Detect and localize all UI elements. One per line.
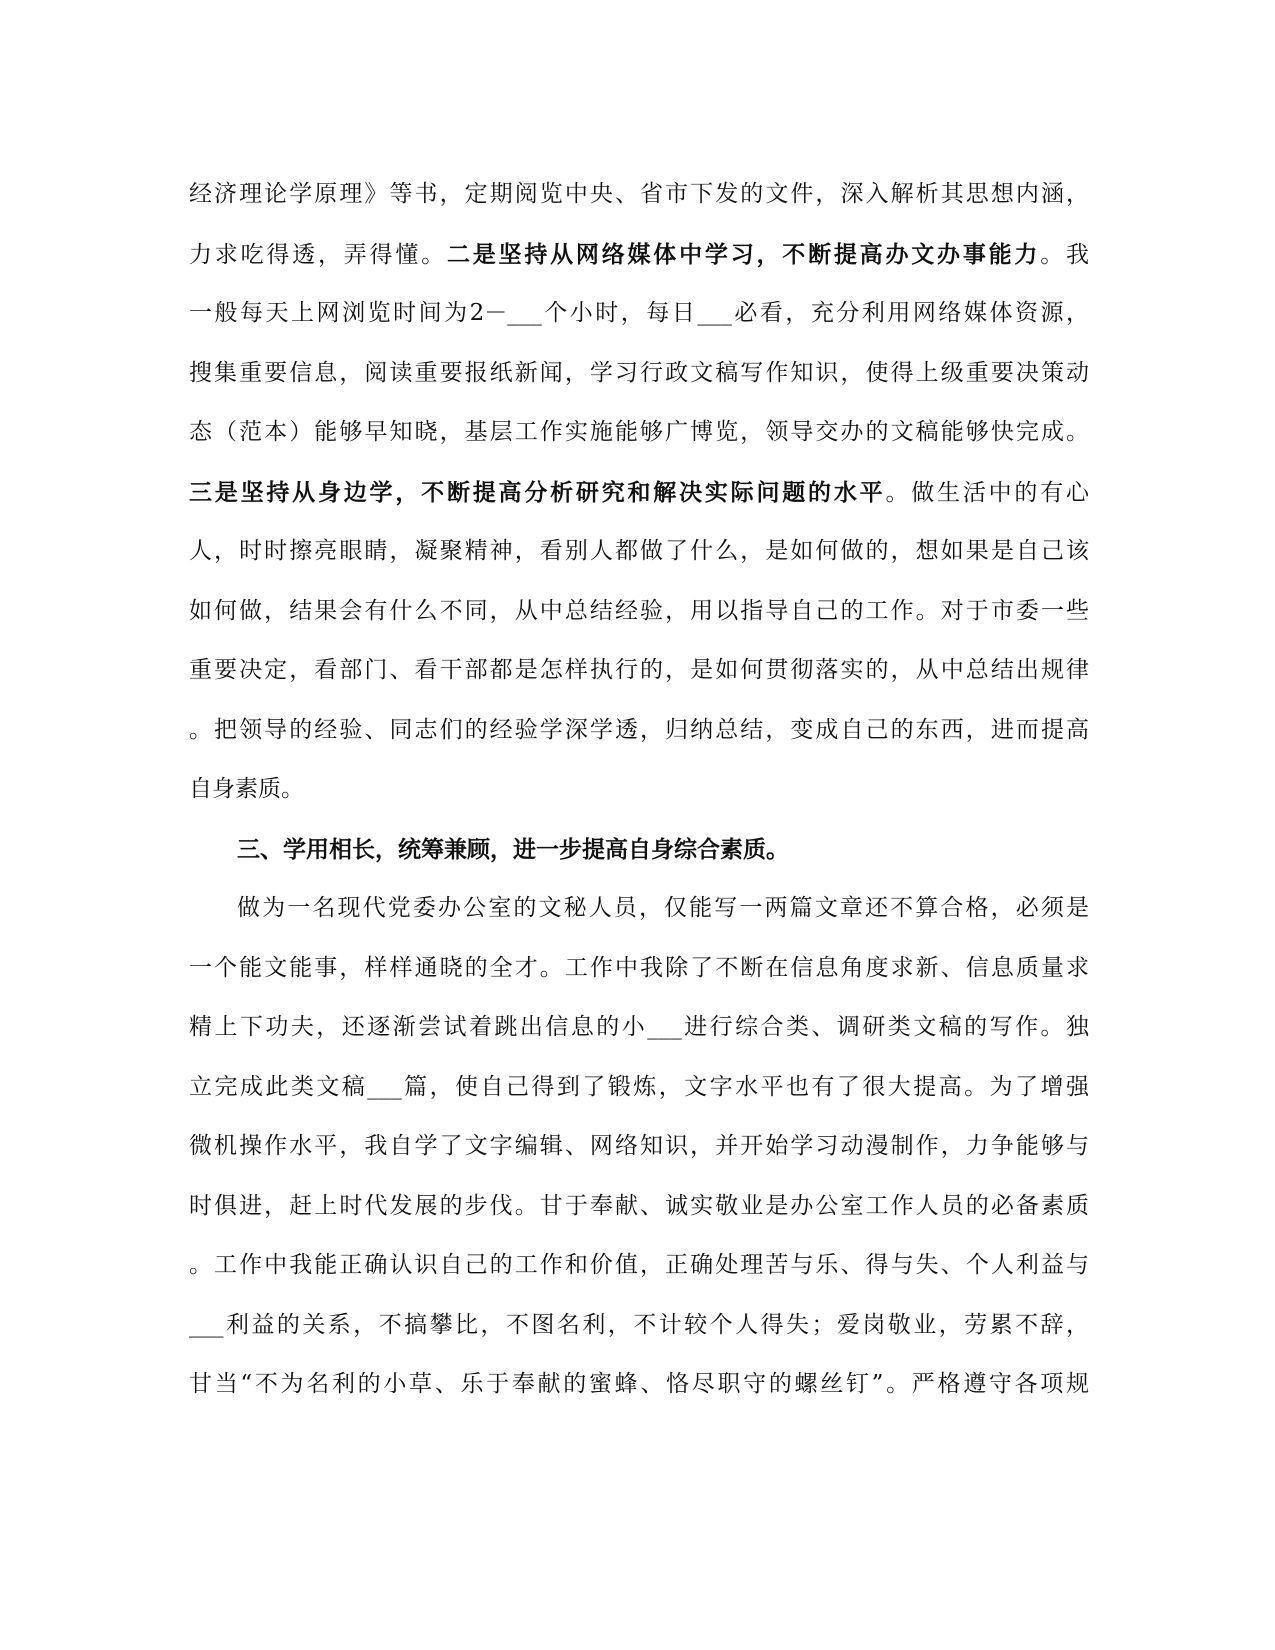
text-line [189, 998, 1089, 1058]
text-line [189, 1177, 1089, 1237]
text-run: 一般每天上网浏览时间为2－___个小时，每日___必看，充分利用网络媒体资源， [189, 300, 1089, 326]
body-text [189, 165, 1089, 1415]
text-run: 自身素质。 [189, 776, 304, 802]
text-run: 时俱进，赶上时代发展的步伐。甘于奉献、诚实敬业是办公室工作人员的必备素质 [189, 1192, 1089, 1219]
text-line [189, 1058, 1089, 1118]
text-line [189, 1117, 1089, 1177]
text-run: 一个能文能事，样样通晓的全才。工作中我除了不断在信息角度求新、信息质量求 [189, 954, 1089, 981]
text-line [189, 582, 1089, 642]
text-run: 。做生活中的有心 [885, 479, 1090, 506]
text-run: 微机操作水平，我自学了文字编辑、网络知识，并开始学习动漫制作，力争能够与 [189, 1133, 1089, 1159]
text-line [189, 641, 1089, 701]
text-line [189, 463, 1089, 523]
text-line [189, 284, 1089, 344]
text-run: 甘当“不为名利的小草、乐于奉献的蜜蜂、恪尽职守的螺丝钉”。严格遵守各项规 [189, 1371, 1089, 1397]
text-run: 。把领导的经验、同志们的经验学深学透，归纳总结，变成自己的东西，进而提高 [189, 716, 1089, 743]
text-line [189, 939, 1089, 999]
text-line [189, 165, 1089, 225]
text-run: 力求吃得透，弄得懂。 [189, 241, 447, 268]
text-line [189, 1355, 1089, 1415]
text-run: 重要决定，看部门、看干部都是怎样执行的，是如何贯彻落实的，从中总结出规律 [189, 657, 1089, 683]
text-run: 搜集重要信息，阅读重要报纸新闻，学习行政文稿写作知识，使得上级重要决策动 [189, 359, 1089, 386]
text-line [189, 522, 1089, 582]
text-line [189, 403, 1089, 463]
text-run: 精上下功夫，还逐渐尝试着跳出信息的小___进行综合类、调研类文稿的写作。独 [189, 1014, 1089, 1040]
bold-text-run: 二是坚持从网络媒体中学习，不断提高办文办事能力 [446, 240, 1041, 268]
text-line [189, 225, 1089, 285]
text-run: 人，时时擦亮眼睛，凝聚精神，看别人都做了什么，是如何做的，想如果是自己该 [189, 538, 1089, 564]
bold-text-run: 三是坚持从身边学，不断提高分析研究和解决实际问题的水平 [189, 478, 886, 506]
text-run: 如何做，结果会有什么不同，从中总结经验，用以指导自己的工作。对于市委一些 [189, 597, 1089, 624]
text-run: ___利益的关系，不搞攀比，不图名利，不计较个人得失；爱岗敬业，劳累不辞， [189, 1311, 1089, 1338]
text-run: 。我 [1040, 241, 1090, 268]
paragraph-first-line [189, 879, 1089, 939]
text-line [189, 701, 1089, 761]
text-line [189, 1296, 1089, 1356]
text-run: 。工作中我能正确认识自己的工作和价值，正确处理苦与乐、得与失、个人利益与 [189, 1252, 1089, 1278]
text-run: 立完成此类文稿___篇，使自己得到了锻炼，文字水平也有了很大提高。为了增强 [189, 1073, 1089, 1100]
paragraph-end-line [189, 760, 1089, 820]
section-heading [189, 820, 1089, 880]
text-run: 态（范本）能够早知晓，基层工作实施能够广博览，领导交办的文稿能够快完成。 [189, 419, 1089, 445]
section-heading-text: 三、学用相长，统筹兼顾，进一步提高自身综合素质。 [237, 835, 789, 863]
text-run: 经济理论学原理》等书，定期阅览中央、省市下发的文件，深入解析其思想内涵， [189, 181, 1089, 207]
text-line [189, 344, 1089, 404]
text-line [189, 1236, 1089, 1296]
text-run: 做为一名现代党委办公室的文秘人员，仅能写一两篇文章还不算合格，必须是 [237, 895, 1089, 921]
